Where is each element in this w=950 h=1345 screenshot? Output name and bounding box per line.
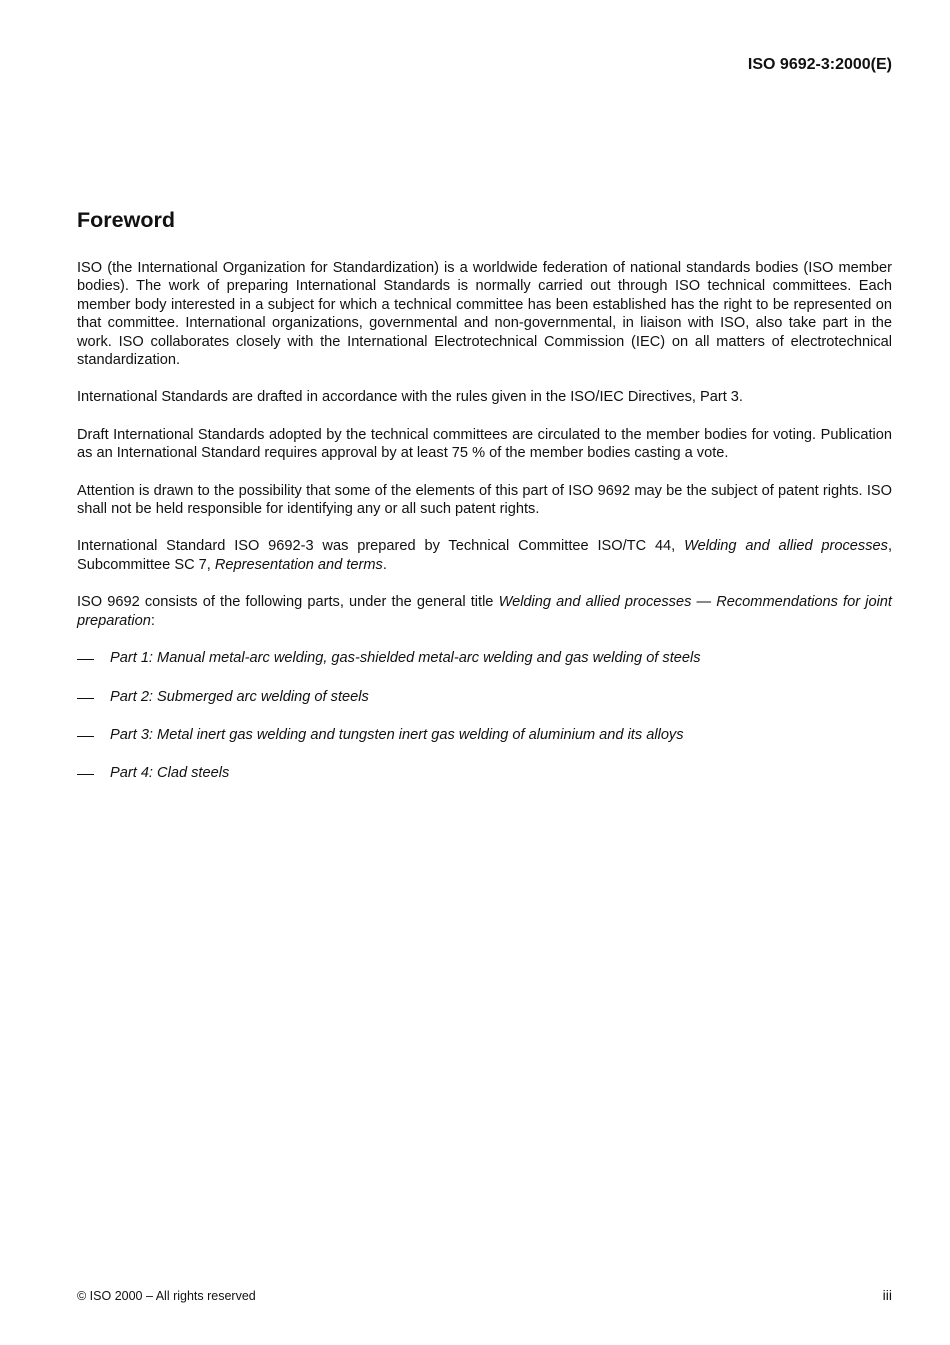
list-item [77, 726, 892, 744]
list-item [77, 649, 892, 667]
part-title: Part 3: Metal inert gas welding and tungsten inert gas welding of aluminium and its alloys [110, 726, 684, 743]
document-id-header: ISO 9692-3:2000(E) [747, 56, 892, 73]
subcommittee-title: Representation and terms [214, 556, 383, 573]
page-title: Foreword [77, 208, 175, 232]
parts-list [77, 649, 892, 783]
list-item [77, 764, 892, 782]
prepared-by-text: International Standard ISO 9692-3 was prepared by Technical Committee ISO/TC 44, [77, 538, 685, 555]
paragraph-directives: International Standards are drafted in accordance with the rules given in the ISO/IEC Directives, Part 3. [77, 389, 743, 406]
general-title: Welding and allied processes — Recommendations for joint preparation [77, 594, 892, 629]
list-item [77, 688, 892, 706]
prepared-by-end: . [382, 556, 387, 573]
part-title: Part 1: Manual metal-arc welding, gas-shielded metal-arc welding and gas welding of steels [110, 650, 701, 667]
parts-intro-end: : [150, 612, 155, 629]
paragraph-voting: Draft International Standards adopted by the technical committees are circulated to the member bodies for voting. Publication as an International Standard requires approval by at least 75 % of the member bodies casting a vote. [77, 426, 892, 462]
part-title: Part 2: Submerged arc welding of steels [110, 688, 369, 705]
committee-title: Welding and allied processes [684, 538, 888, 555]
part-title: Part 4: Clad steels [110, 765, 230, 782]
paragraph-parts-intro [77, 593, 892, 630]
copyright-footer: © ISO 2000 – All rights reserved [77, 1289, 256, 1303]
parts-intro-text: ISO 9692 consists of the following parts, under the general title [77, 594, 499, 611]
subcommittee-text: , Subcommittee SC 7, [77, 538, 892, 573]
page-number: iii [882, 1287, 892, 1303]
paragraph-prepared-by [77, 537, 892, 574]
foreword-body [77, 259, 892, 803]
paragraph-patent-rights: Attention is drawn to the possibility that some of the elements of this part of ISO 9692 may be the subject of patent rights. ISO shall not be held responsible for identifying any or all such patent rights. [77, 482, 892, 518]
paragraph-iso-overview: ISO (the International Organization for Standardization) is a worldwide federation of national standards bodies (ISO member bodies). The work of preparing International Standards is normally carried out through ISO technical committees. Each member body interested in a subject for which a technical committee has been established has the right to be represented on that committee. International organizations, governmental and non-governmental, in liaison with ISO, also take part in the work. ISO collaborates closely with the International Electrotechnical Commission (IEC) on all matters of electrotechnical standardization. [77, 260, 892, 369]
